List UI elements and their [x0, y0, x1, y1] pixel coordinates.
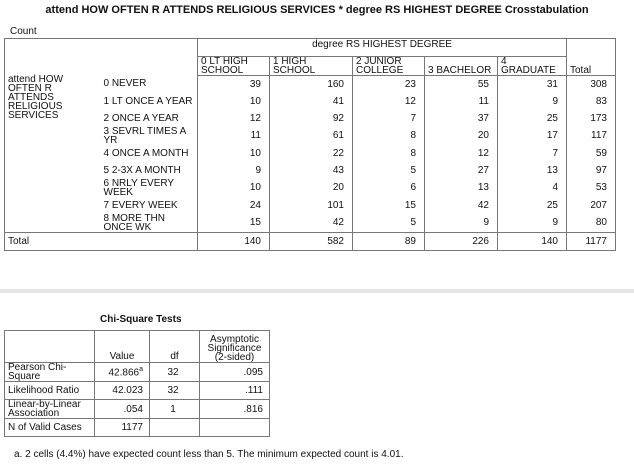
chi-row-label: N of Valid Cases [5, 419, 95, 437]
totals-cell: 140 [498, 232, 567, 250]
count-cell: 24 [198, 197, 270, 214]
row-label: 7 EVERY WEEK [101, 197, 198, 214]
corner-cell-2 [101, 39, 198, 76]
count-cell: 13 [498, 162, 567, 179]
count-cell: 15 [198, 214, 270, 233]
total-header-top [567, 39, 616, 57]
chi-row [5, 363, 270, 382]
count-cell: 20 [425, 127, 498, 145]
count-cell: 11 [198, 127, 270, 145]
grand-total-cell: 1177 [567, 232, 616, 250]
totals-row-label: Total [5, 232, 101, 250]
row-label: 5 2-3X A MONTH [101, 162, 198, 179]
count-cell: 17 [498, 127, 567, 145]
row-total-cell: 117 [567, 127, 616, 145]
row-label: 2 ONCE A YEAR [101, 110, 198, 127]
corner-cell [5, 39, 101, 76]
totals-row-sublabel [101, 232, 198, 250]
count-cell: 6 [353, 179, 425, 197]
row-total-cell: 308 [567, 75, 616, 93]
row-label: 3 SEVRL TIMES A YR [101, 127, 198, 145]
chi-value-cell [95, 419, 150, 437]
totals-cell: 89 [353, 232, 425, 250]
chi-value: .054 [123, 403, 143, 415]
count-cell: 43 [270, 162, 353, 179]
totals-cell: 226 [425, 232, 498, 250]
row-label: 8 MORE THN ONCE WK [101, 214, 198, 233]
row-total-cell: 53 [567, 179, 616, 197]
row-total-cell: 207 [567, 197, 616, 214]
count-cell: 12 [198, 110, 270, 127]
row-label: 1 LT ONCE A YEAR [101, 93, 198, 110]
count-cell: 8 [353, 127, 425, 145]
chi-df-cell: 1 [150, 400, 200, 419]
chi-row-label: Linear-by-Linear Association [5, 400, 95, 419]
row-total-cell: 59 [567, 145, 616, 162]
count-cell: 42 [425, 197, 498, 214]
count-cell: 25 [498, 197, 567, 214]
count-cell: 9 [198, 162, 270, 179]
count-cell: 10 [198, 93, 270, 110]
chi-value-cell [95, 363, 150, 382]
group-header: degree RS HIGHEST DEGREE [198, 39, 567, 57]
chi-sig-cell: .816 [200, 400, 270, 419]
count-cell: 5 [353, 162, 425, 179]
chi-value: 1177 [121, 422, 143, 433]
count-cell: 15 [353, 197, 425, 214]
chi-header-df: df [150, 331, 200, 363]
count-cell: 37 [425, 110, 498, 127]
chi-value: 42.866 [108, 367, 140, 379]
crosstab-table [4, 38, 616, 251]
chi-square-title: Chi-Square Tests [100, 314, 182, 325]
count-cell: 12 [425, 145, 498, 162]
col-header-total: Total [567, 56, 616, 75]
col-header-3: 3 BACHELOR [425, 56, 498, 75]
chi-df-cell: 32 [150, 382, 200, 400]
count-cell: 39 [198, 75, 270, 93]
col-header-2: 2 JUNIOR COLLEGE [353, 56, 425, 75]
count-cell: 92 [270, 110, 353, 127]
count-cell: 27 [425, 162, 498, 179]
chi-row [5, 382, 270, 400]
chi-value: 42.023 [112, 385, 143, 396]
count-label: Count [10, 26, 37, 37]
count-cell: 23 [353, 75, 425, 93]
count-cell: 8 [353, 145, 425, 162]
chi-sig-cell: .111 [200, 382, 270, 400]
totals-cell: 140 [198, 232, 270, 250]
section-divider [0, 289, 634, 293]
chi-df-cell: 32 [150, 363, 200, 382]
count-cell: 12 [353, 93, 425, 110]
chi-square-table [4, 330, 270, 437]
count-cell: 55 [425, 75, 498, 93]
table-row [5, 75, 616, 93]
row-label: 6 NRLY EVERY WEEK [101, 179, 198, 197]
count-cell: 25 [498, 110, 567, 127]
col-header-4: 4 GRADUATE [498, 56, 567, 75]
count-cell: 61 [270, 127, 353, 145]
crosstab-title: attend HOW OFTEN R ATTENDS RELIGIOUS SERVICES * degree RS HIGHEST DEGREE Crosstabulation [45, 4, 589, 16]
col-header-1: 1 HIGH SCHOOL [270, 56, 353, 75]
chi-value-cell [95, 400, 150, 419]
row-label: 4 ONCE A MONTH [101, 145, 198, 162]
chi-row [5, 419, 270, 437]
chi-value-cell [95, 382, 150, 400]
count-cell: 7 [498, 145, 567, 162]
row-label: 0 NEVER [101, 75, 198, 93]
row-total-cell: 97 [567, 162, 616, 179]
count-cell: 13 [425, 179, 498, 197]
count-cell: 7 [353, 110, 425, 127]
chi-header-value: Value [95, 331, 150, 363]
count-cell: 22 [270, 145, 353, 162]
count-cell: 101 [270, 197, 353, 214]
count-cell: 9 [498, 93, 567, 110]
footnote-marker: a [139, 365, 143, 373]
row-total-cell: 173 [567, 110, 616, 127]
count-cell: 41 [270, 93, 353, 110]
chi-sig-cell: .095 [200, 363, 270, 382]
count-cell: 11 [425, 93, 498, 110]
count-cell: 31 [498, 75, 567, 93]
count-cell: 9 [425, 214, 498, 233]
chi-sig-cell [200, 419, 270, 437]
chi-row-label: Likelihood Ratio [5, 382, 95, 400]
count-cell: 5 [353, 214, 425, 233]
count-cell: 4 [498, 179, 567, 197]
chi-corner-cell [5, 331, 95, 363]
count-cell: 20 [270, 179, 353, 197]
chi-header-sig: Asymptotic Significance (2-sided) [200, 331, 270, 363]
chi-row-label: Pearson Chi-Square [5, 363, 95, 382]
col-header-0: 0 LT HIGH SCHOOL [198, 56, 270, 75]
chi-row [5, 400, 270, 419]
count-cell: 160 [270, 75, 353, 93]
row-variable-label: attend HOW OFTEN R ATTENDS RELIGIOUS SERVICES [5, 75, 101, 232]
count-cell: 42 [270, 214, 353, 233]
row-total-cell: 80 [567, 214, 616, 233]
count-cell: 10 [198, 145, 270, 162]
count-cell: 9 [498, 214, 567, 233]
chi-footnote: a. 2 cells (4.4%) have expected count less than 5. The minimum expected count is 4.01. [14, 449, 404, 460]
row-total-cell: 83 [567, 93, 616, 110]
chi-df-cell [150, 419, 200, 437]
count-cell: 10 [198, 179, 270, 197]
totals-cell: 582 [270, 232, 353, 250]
